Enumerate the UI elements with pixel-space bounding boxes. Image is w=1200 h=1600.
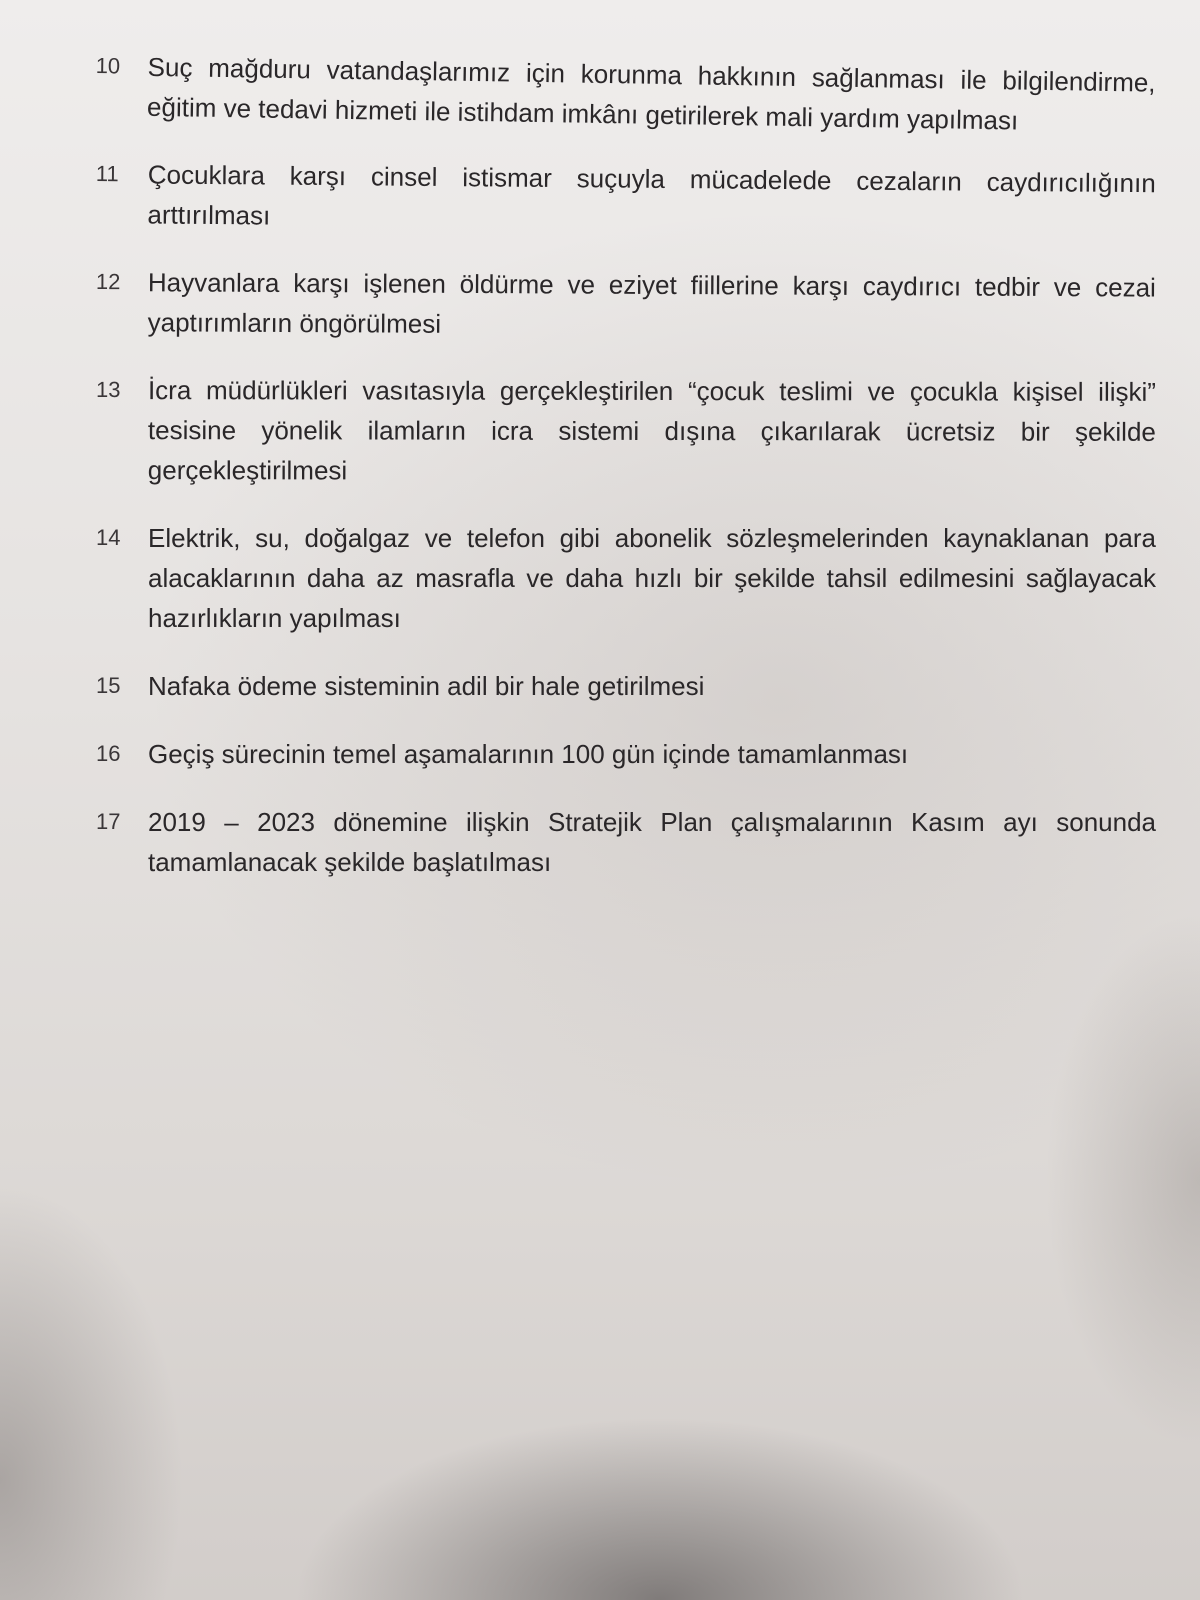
item-number: 14 — [96, 525, 121, 550]
item-text: Nafaka ödeme sisteminin adil bir hale getirilmesi — [148, 671, 705, 701]
list-item — [96, 262, 1156, 348]
list-item — [96, 370, 1156, 492]
list-item — [95, 154, 1156, 243]
list-item — [96, 518, 1156, 638]
item-number: 15 — [96, 673, 121, 698]
item-number: 12 — [95, 268, 121, 295]
item-number: 13 — [95, 377, 121, 403]
item-text: İcra müdürlükleri vasıtasıyla gerçekleştirilen “çocuk teslimi ve çocukla kişisel ilişki” tesisine yönelik ilamların icra sistemi dışına çıkarılarak ücretsiz bir şekilde gerçekleştirilmesi — [147, 375, 1156, 486]
list-item — [96, 666, 1156, 706]
item-number: 17 — [96, 809, 121, 834]
item-text: 2019 – 2023 dönemine ilişkin Stratejik Plan çalışmalarının Kasım ayı sonunda tamamlanacak şekilde başlatılması — [148, 807, 1156, 877]
item-text: Suç mağduru vatandaşlarımız için korunma hakkının sağlanması ile bilgilendirme, eğitim ve tedavi hizmeti ile istihdam imkânı getirilerek mali yardım yapılması — [146, 51, 1156, 136]
numbered-list — [96, 46, 1156, 910]
list-item — [96, 734, 1156, 774]
item-number: 16 — [96, 741, 121, 766]
item-text: Hayvanlara karşı işlenen öldürme ve eziyet fiillerine karşı caydırıcı tedbir ve cezai yaptırımların öngörülmesi — [147, 267, 1156, 339]
item-text: Elektrik, su, doğalgaz ve telefon gibi abonelik sözleşmelerinden kaynaklanan para alacaklarının daha az masrafla ve daha hızlı bir şekilde tahsil edilmesini sağlayacak hazırlıkların yapılması — [148, 523, 1156, 633]
item-number: 10 — [95, 52, 121, 79]
item-text: Geçiş sürecinin temel aşamalarının 100 gün içinde tamamlanması — [148, 739, 909, 769]
item-number: 11 — [95, 160, 119, 187]
list-item — [95, 46, 1156, 143]
list-item — [96, 802, 1156, 882]
item-text: Çocuklara karşı cinsel istismar suçuyla mücadelede cezaların caydırıcılığının arttırılması — [147, 159, 1156, 231]
